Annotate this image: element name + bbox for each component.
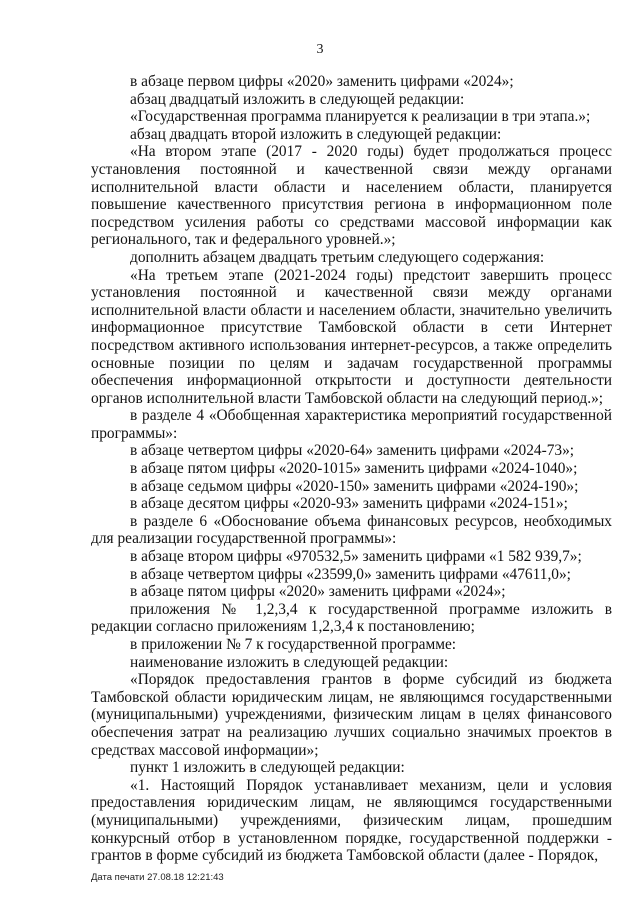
paragraph: «1. Настоящий Порядок устанавливает механизм, цели и условия предоставления юридическим лицам, не являющимся государственными (муниципальными) учреждениями, физическим лицам, прошедшим конкурсный отбор в установленном порядке, государственной поддержки - грантов в форме субсидий из бюджета Тамбовской области (далее - Порядок, [91, 776, 612, 865]
paragraph: в абзаце втором цифры «970532,5» заменить цифрами «1 582 939,7»; [130, 548, 582, 566]
paragraph: абзац двадцать второй изложить в следующей редакции: [130, 125, 502, 143]
paragraph: «Государственная программа планируется к реализации в три этапа.»; [130, 108, 591, 126]
paragraph: в абзаце седьмом цифры «2020-150» заменить цифрами «2024-190»; [130, 477, 579, 495]
paragraph: в абзаце четвертом цифры «23599,0» заменить цифрами «47611,0»; [130, 565, 571, 583]
page-number: 3 [316, 42, 324, 57]
paragraph: пункт 1 изложить в следующей редакции: [130, 759, 405, 777]
paragraph: в приложении № 7 к государственной программе: [130, 636, 457, 653]
paragraph: в разделе 6 «Обоснование объема финансовых ресурсов, необходимых для реализации государственной программы»: [91, 512, 612, 548]
print-date: Дата печати 27.08.18 12:21:43 [91, 872, 224, 883]
paragraph: «На втором этапе (2017 - 2020 годы) будет продолжаться процесс установления постоянной и качественной связи между органами исполнительной власти области и населением области, планируется повышение качественного присутствия региона в информационном поле посредством усиления работы со средствами массовой информации как регионального, так и федерального уровней.»; [91, 143, 612, 249]
paragraph: абзац двадцатый изложить в следующей редакции: [130, 90, 465, 108]
paragraph: в разделе 4 «Обобщенная характеристика мероприятий государственной программы»: [91, 407, 612, 442]
paragraph: «Порядок предоставления грантов в форме субсидий из бюджета Тамбовской области юридическим лицам, не являющимся государственными (муниципальными) учреждениями, физическим лицам в целях финансового обеспечения затрат на реализацию лучших социально значимых проектов в средствах массовой информации»; [91, 671, 612, 759]
paragraph: «На третьем этапе (2021-2024 годы) предстоит завершить процесс установления постоянной и качественной связи между органами исполнительной власти области и населением области, значительно увеличить информационное присутствие Тамбовской области в сети Интернет посредством активного использования интернет-ресурсов, а также определить основные позиции по целям и задачам государственной программы обеспечения информационной открытости и доступности деятельности органов исполнительной власти Тамбовской области на следующий период.»; [91, 266, 612, 407]
paragraph: в абзаце четвертом цифры «2020-64» заменить цифрами «2024-73»; [130, 442, 575, 460]
paragraph: наименование изложить в следующей редакции: [130, 653, 449, 671]
paragraph: приложения № 1,2,3,4 к государственной программе изложить в редакции согласно приложениям 1,2,3,4 к постановлению; [91, 600, 612, 636]
paragraph: в абзаце пятом цифры «2020» заменить цифрами «2024»; [130, 583, 506, 601]
paragraph: дополнить абзацем двадцать третьим следующего содержания: [130, 248, 545, 266]
paragraph: в абзаце пятом цифры «2020-1015» заменить цифрами «2024-1040»; [130, 460, 578, 478]
paragraph: в абзаце десятом цифры «2020-93» заменить цифрами «2024-151»; [130, 495, 568, 513]
paragraph: в абзаце первом цифры «2020» заменить цифрами «2024»; [130, 73, 514, 90]
document-body [91, 73, 612, 865]
